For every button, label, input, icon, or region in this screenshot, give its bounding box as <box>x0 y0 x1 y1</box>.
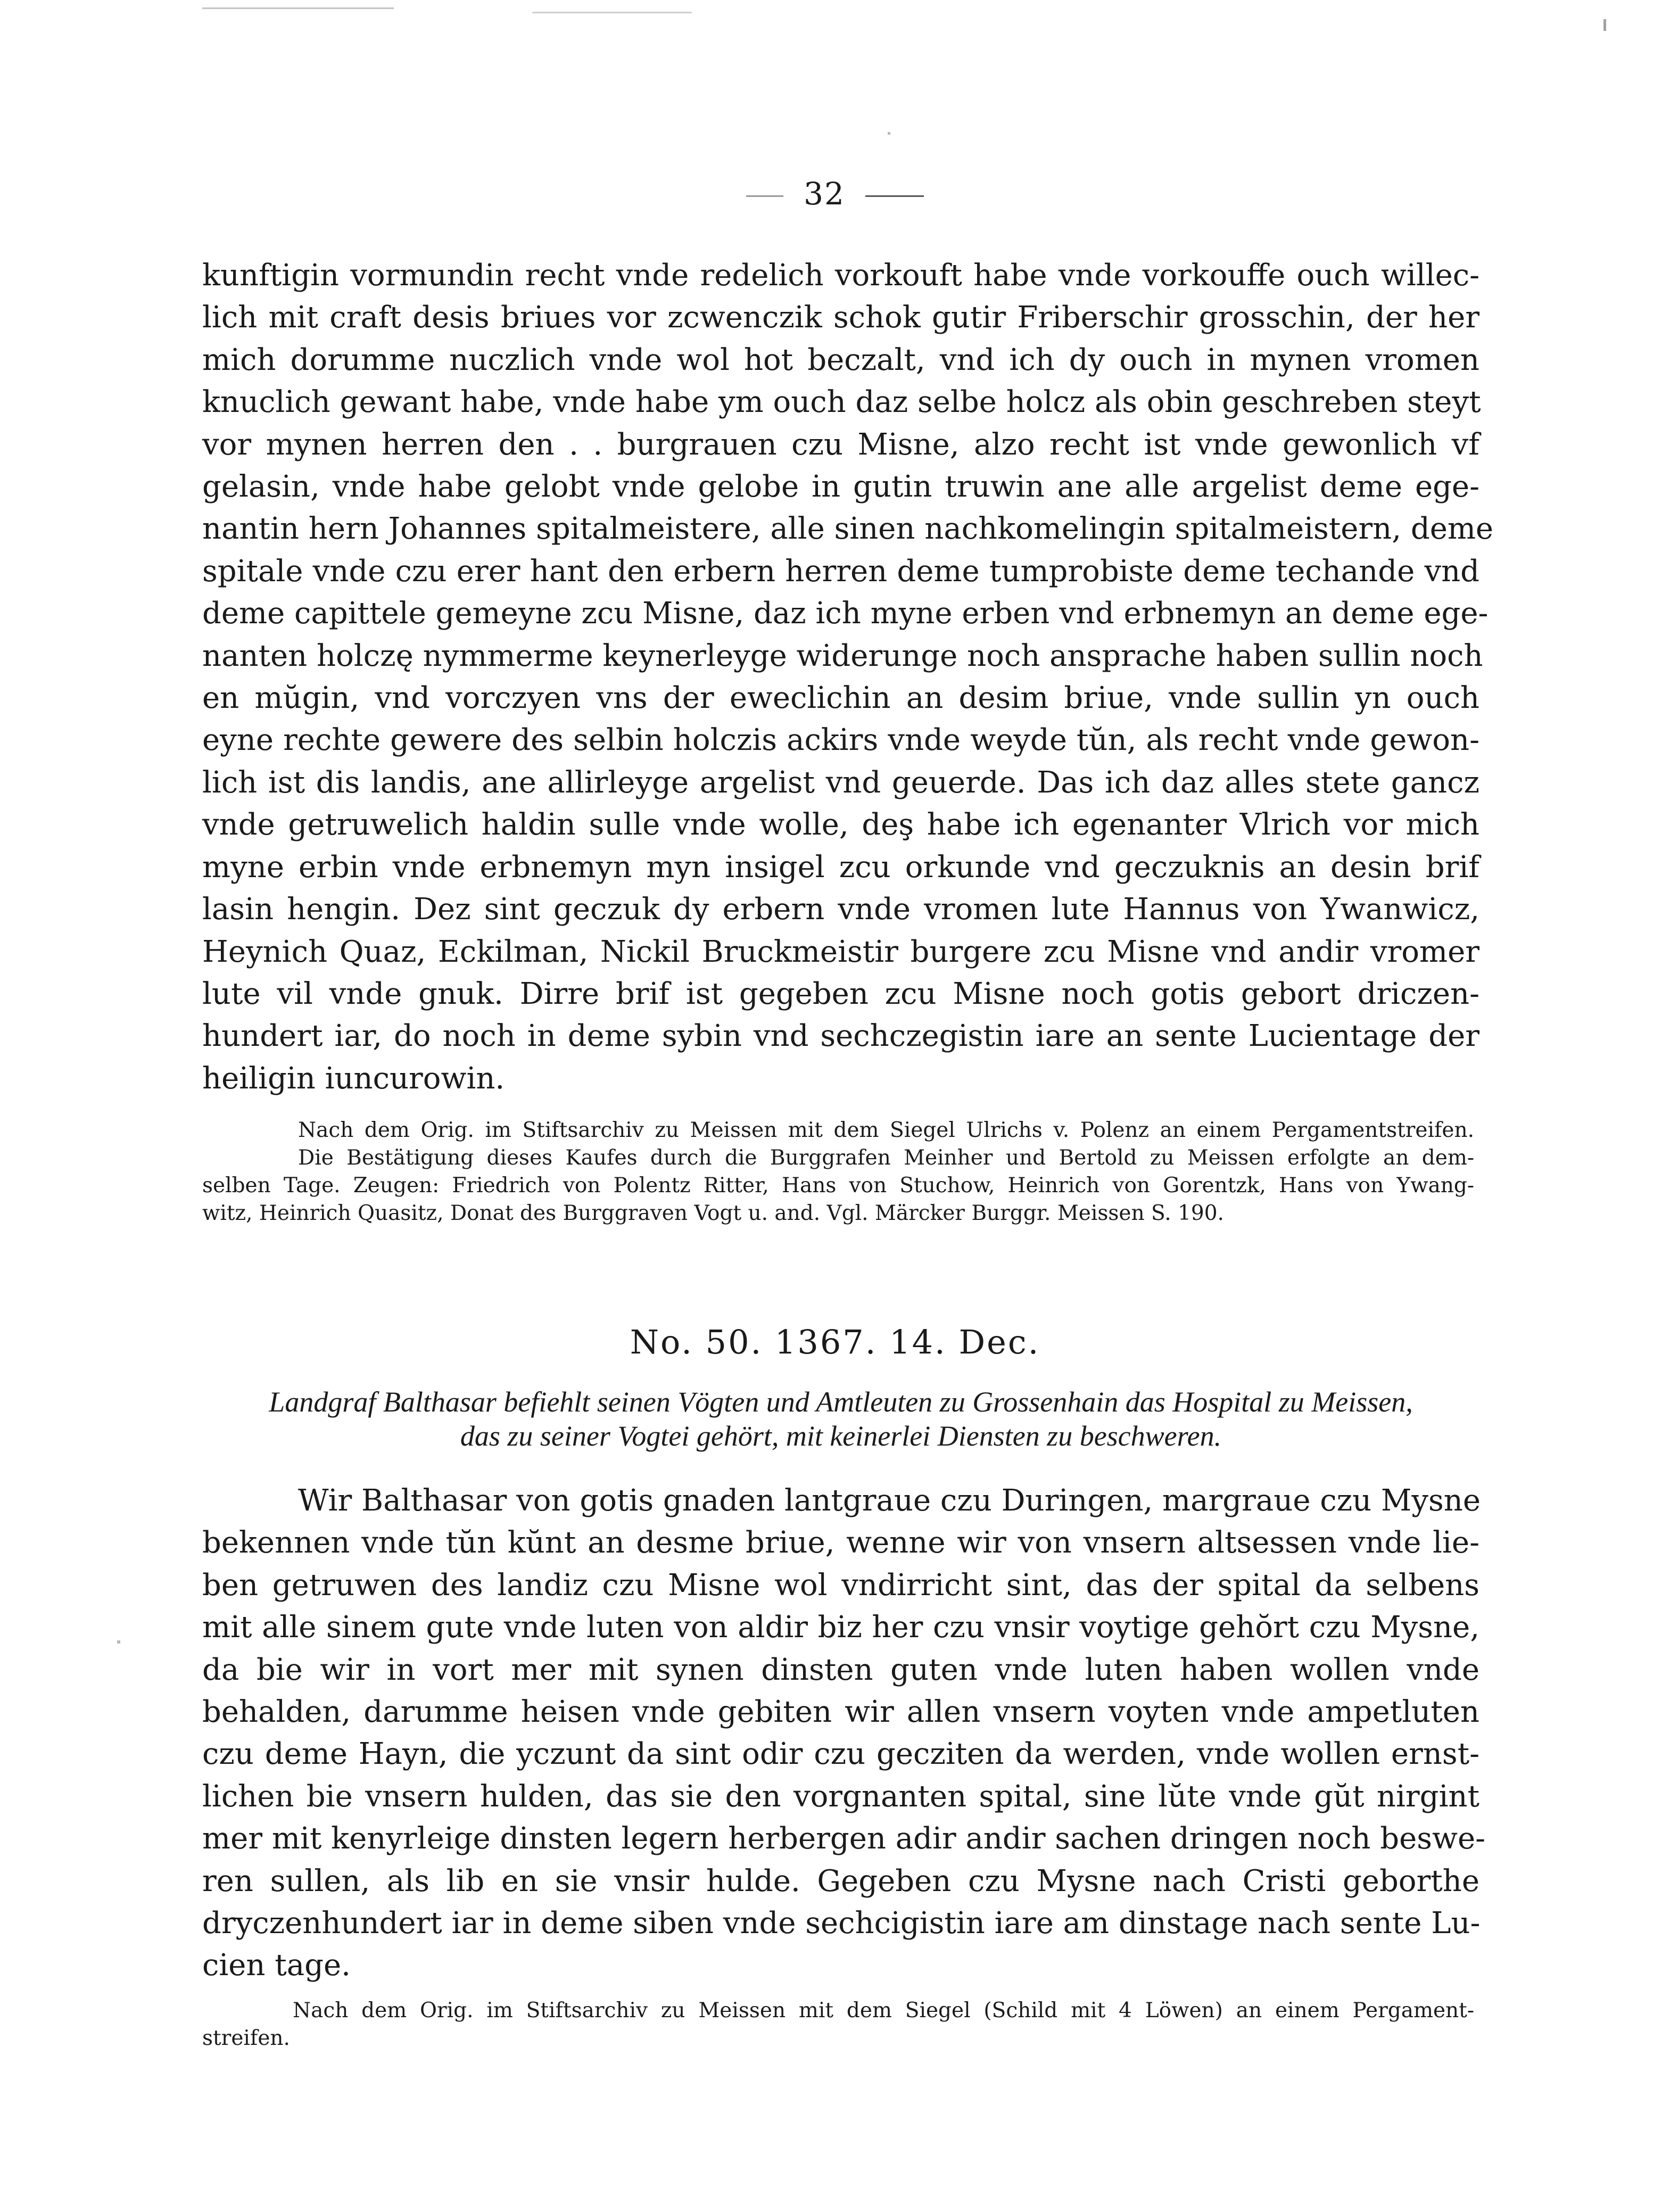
header-dash-left <box>746 195 783 197</box>
document-title: No. 50. 1367. 14. Dec. <box>630 1323 1040 1361</box>
text-line: spitale vnde czu erer hant den erbern herren deme tumprobiste deme techande vnd <box>202 554 1479 589</box>
note-line: Nach dem Orig. im Stiftsarchiv zu Meissen mit dem Siegel (Schild mit 4 Löwen) an einem Pergament- <box>293 1999 1474 2023</box>
header-dash-right <box>865 195 924 197</box>
text-line: lich ist dis landis, ane allirleyge argelist vnd geuerde. Das ich daz alles stete gancz <box>202 765 1479 800</box>
scan-artifact <box>202 7 394 9</box>
text-line: ren sullen, als lib en sie vnsir hulde. Gegeben czu Mysne nach Cristi geborthe <box>202 1863 1479 1899</box>
text-line: bekennen vnde tŭn kŭnt an desme briue, wenne wir von vnsern altsessen vnde lie- <box>202 1525 1479 1561</box>
text-line: mich dorumme nuczlich vnde wol hot beczalt, vnd ich dy ouch in mynen vromen <box>202 342 1479 377</box>
note-line: selben Tage. Zeugen: Friedrich von Polentz Ritter, Hans von Stuchow, Heinrich von Gorentzk, Hans von Ywang- <box>202 1174 1474 1198</box>
text-line: vnde getruwelich haldin sulle vnde wolle, deş habe ich egenanter Vlrich vor mich <box>202 807 1479 843</box>
text-line: Wir Balthasar von gotis gnaden lantgraue czu Duringen, margraue czu Mysne <box>298 1483 1481 1518</box>
text-line: mer mit kenyrleige dinsten legern herbergen adir andir sachen dringen noch beswe- <box>202 1821 1486 1856</box>
document-source-note <box>202 1997 1474 2052</box>
text-line: gelasin, vnde habe gelobt vnde gelobe in gutin truwin ane alle argelist deme ege- <box>202 469 1479 505</box>
text-line: lute vil vnde gnuk. Dirre brif ist gegeben zcu Misne noch gotis gebort driczen- <box>202 976 1479 1011</box>
text-line: mit alle sinem gute vnde luten von aldir biz her czu vnsir voytige gehŏrt czu Mysne, <box>202 1610 1479 1645</box>
text-line: Heynich Quaz, Eckilman, Nickil Bruckmeistir burgere zcu Misne vnd andir vromer <box>202 934 1479 969</box>
section1-source-note <box>298 1117 1474 1144</box>
text-line: eyne rechte gewere des selbin holczis ackirs vnde weyde tŭn, als recht vnde gewon- <box>202 723 1479 758</box>
document-summary <box>202 1385 1479 1453</box>
note-line: Nach dem Orig. im Stiftsarchiv zu Meissen mit dem Siegel Ulrichs v. Polenz an einem Pergamentstreifen. <box>298 1118 1474 1142</box>
page-header <box>0 176 1670 212</box>
document-body <box>202 1480 1486 1987</box>
page-number: 32 <box>804 176 845 212</box>
scan-artifact <box>532 12 692 13</box>
document-paragraph <box>202 1480 1486 1987</box>
section1-body <box>202 254 1494 1100</box>
text-line: cien tage. <box>202 1948 351 1983</box>
text-line: nanten holczę nymmerme keynerleyge widerunge noch ansprache haben sullin noch <box>202 638 1483 673</box>
text-line: kunftigin vormundin recht vnde redelich vorkouft habe vnde vorkouffe ouch willec- <box>202 258 1479 293</box>
text-line: lich mit craft desis briues vor zcwenczik schok gutir Friberschir grosschin, der her <box>202 300 1479 335</box>
text-line: en mŭgin, vnd vorczyen vns der eweclichin an desim briue, vnde sullin yn ouch <box>202 681 1479 716</box>
text-line: dryczenhundert iar in deme siben vnde sechcigistin iare am dinstage nach sente Lu- <box>202 1906 1481 1941</box>
text-line: heiligin iuncurowin. <box>202 1061 505 1096</box>
text-line: hundert iar, do noch in deme sybin vnd sechczegistin iare an sente Lucientage der <box>202 1019 1479 1054</box>
text-line: myne erbin vnde erbnemyn myn insigel zcu orkunde vnd geczuknis an desin brif <box>202 849 1479 885</box>
note-line: Die Bestätigung dieses Kaufes durch die Burggrafen Meinher und Bertold zu Meissen erfolgte an dem- <box>298 1146 1474 1170</box>
note-line: witz, Heinrich Quasitz, Donat des Burggraven Vogt u. and. Vgl. Märcker Burggr. Meissen S. 190. <box>202 1201 1224 1225</box>
scan-artifact <box>117 1640 120 1644</box>
text-line: deme capittele gemeyne zcu Misne, daz ich myne erben vnd erbnemyn an deme ege- <box>202 596 1489 631</box>
summary-line: Landgraf Balthasar befiehlt seinen Vögten und Amtleuten zu Grossenhain das Hospital zu Meissen, <box>269 1386 1413 1418</box>
text-line: czu deme Hayn, die yczunt da sint odir czu gecziten da werden, vnde wollen ernst- <box>202 1737 1479 1772</box>
section1-source-note-cont <box>202 1144 1474 1227</box>
section1-paragraph <box>202 254 1494 1100</box>
text-line: knuclich gewant habe, vnde habe ym ouch daz selbe holcz als obin geschreben steyt <box>202 385 1481 420</box>
text-line: lasin hengin. Dez sint geczuk dy erbern vnde vromen lute Hannus von Ywanwicz, <box>202 892 1479 927</box>
text-line: vor mynen herren den . . burgrauen czu Misne, alzo recht ist vnde gewonlich vf <box>202 427 1479 462</box>
note-line: streifen. <box>202 2026 290 2050</box>
text-line: behalden, darumme heisen vnde gebiten wir allen vnsern voyten vnde ampetluten <box>202 1695 1479 1730</box>
scan-artifact <box>888 132 890 135</box>
text-line: nantin hern Johannes spitalmeistere, alle sinen nachkomelingin spitalmeistern, deme <box>202 511 1494 547</box>
scan-artifact <box>1603 19 1606 31</box>
text-line: da bie wir in vort mer mit synen dinsten guten vnde luten haben wollen vnde <box>202 1652 1479 1687</box>
summary-line: das zu seiner Vogtei gehört, mit keinerlei Diensten zu beschweren. <box>460 1420 1222 1452</box>
text-line: lichen bie vnsern hulden, das sie den vorgnanten spital, sine lŭte vnde gŭt nirgint <box>202 1779 1479 1814</box>
text-line: ben getruwen des landiz czu Misne wol vndirricht sint, das der spital da selbens <box>202 1567 1479 1603</box>
